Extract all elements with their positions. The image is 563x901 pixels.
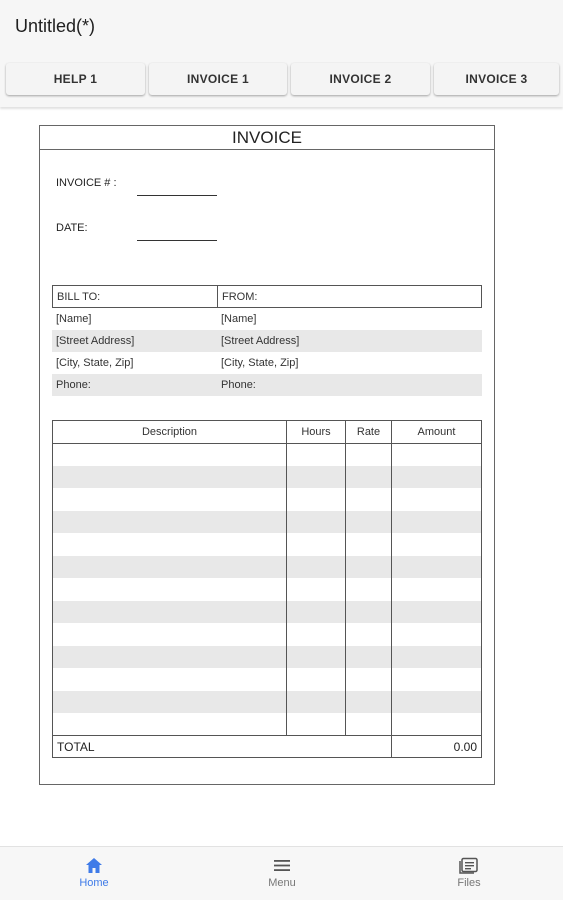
table-row[interactable]: [53, 691, 481, 713]
nav-menu[interactable]: [242, 847, 322, 901]
table-row[interactable]: [53, 646, 481, 668]
column-divider: [391, 421, 392, 735]
tab-invoice-2[interactable]: INVOICE 2: [291, 63, 430, 95]
nav-home[interactable]: [54, 847, 134, 901]
line-items-table[interactable]: [52, 420, 482, 758]
bill-to-phone[interactable]: Phone:: [56, 379, 91, 391]
table-row[interactable]: [53, 556, 481, 578]
nav-menu-label: Menu: [268, 877, 296, 889]
total-column-divider: [391, 735, 392, 757]
bill-row-phone: [52, 374, 482, 396]
nav-files[interactable]: [429, 847, 509, 901]
tab-help-1[interactable]: HELP 1: [6, 63, 145, 95]
app-bar: [0, 0, 563, 55]
nav-files-label: Files: [457, 877, 481, 889]
from-phone[interactable]: Phone:: [221, 379, 256, 391]
bill-row-name: [52, 308, 482, 330]
column-divider: [345, 421, 346, 735]
column-amount: Amount: [417, 426, 456, 438]
from-header[interactable]: FROM:: [222, 291, 258, 303]
from-street[interactable]: [Street Address]: [221, 335, 300, 347]
table-row[interactable]: [53, 466, 481, 488]
column-hours: Hours: [301, 426, 331, 438]
date-label: DATE:: [56, 222, 88, 234]
bill-row-street: [52, 330, 482, 352]
bill-to-street[interactable]: [Street Address]: [56, 335, 135, 347]
total-value[interactable]: 0.00: [453, 740, 477, 754]
invoice-number-label: INVOICE # :: [56, 177, 117, 189]
table-row[interactable]: [53, 601, 481, 623]
menu-icon: [273, 857, 291, 874]
document-title: Untitled(*): [15, 16, 96, 36]
files-icon: [459, 857, 479, 874]
sheet-tabs: [0, 55, 563, 107]
total-label: TOTAL: [57, 740, 95, 754]
bill-row-city: [52, 352, 482, 374]
from-city[interactable]: [City, State, Zip]: [221, 357, 299, 369]
nav-home-label: Home: [79, 877, 109, 889]
invoice-number-field[interactable]: [137, 195, 217, 196]
column-rate: Rate: [356, 426, 381, 438]
from-name[interactable]: [Name]: [221, 313, 257, 325]
table-row[interactable]: [53, 511, 481, 533]
column-description: Description: [141, 426, 198, 438]
bill-to-header[interactable]: BILL TO:: [57, 291, 101, 303]
bottom-navigation: [0, 846, 563, 900]
total-divider: [53, 735, 481, 736]
bill-to-city[interactable]: [City, State, Zip]: [56, 357, 134, 369]
bill-header-row: [52, 285, 482, 308]
date-field[interactable]: [137, 240, 217, 241]
tab-invoice-1[interactable]: INVOICE 1: [149, 63, 287, 95]
column-divider: [286, 421, 287, 735]
invoice-title: INVOICE: [40, 126, 494, 150]
line-items-header: [53, 421, 481, 444]
tab-invoice-3[interactable]: INVOICE 3: [434, 63, 559, 95]
bill-header-divider: [217, 286, 218, 307]
invoice-sheet[interactable]: [39, 125, 495, 785]
bill-to-name[interactable]: [Name]: [56, 313, 92, 325]
home-icon: [85, 857, 103, 874]
